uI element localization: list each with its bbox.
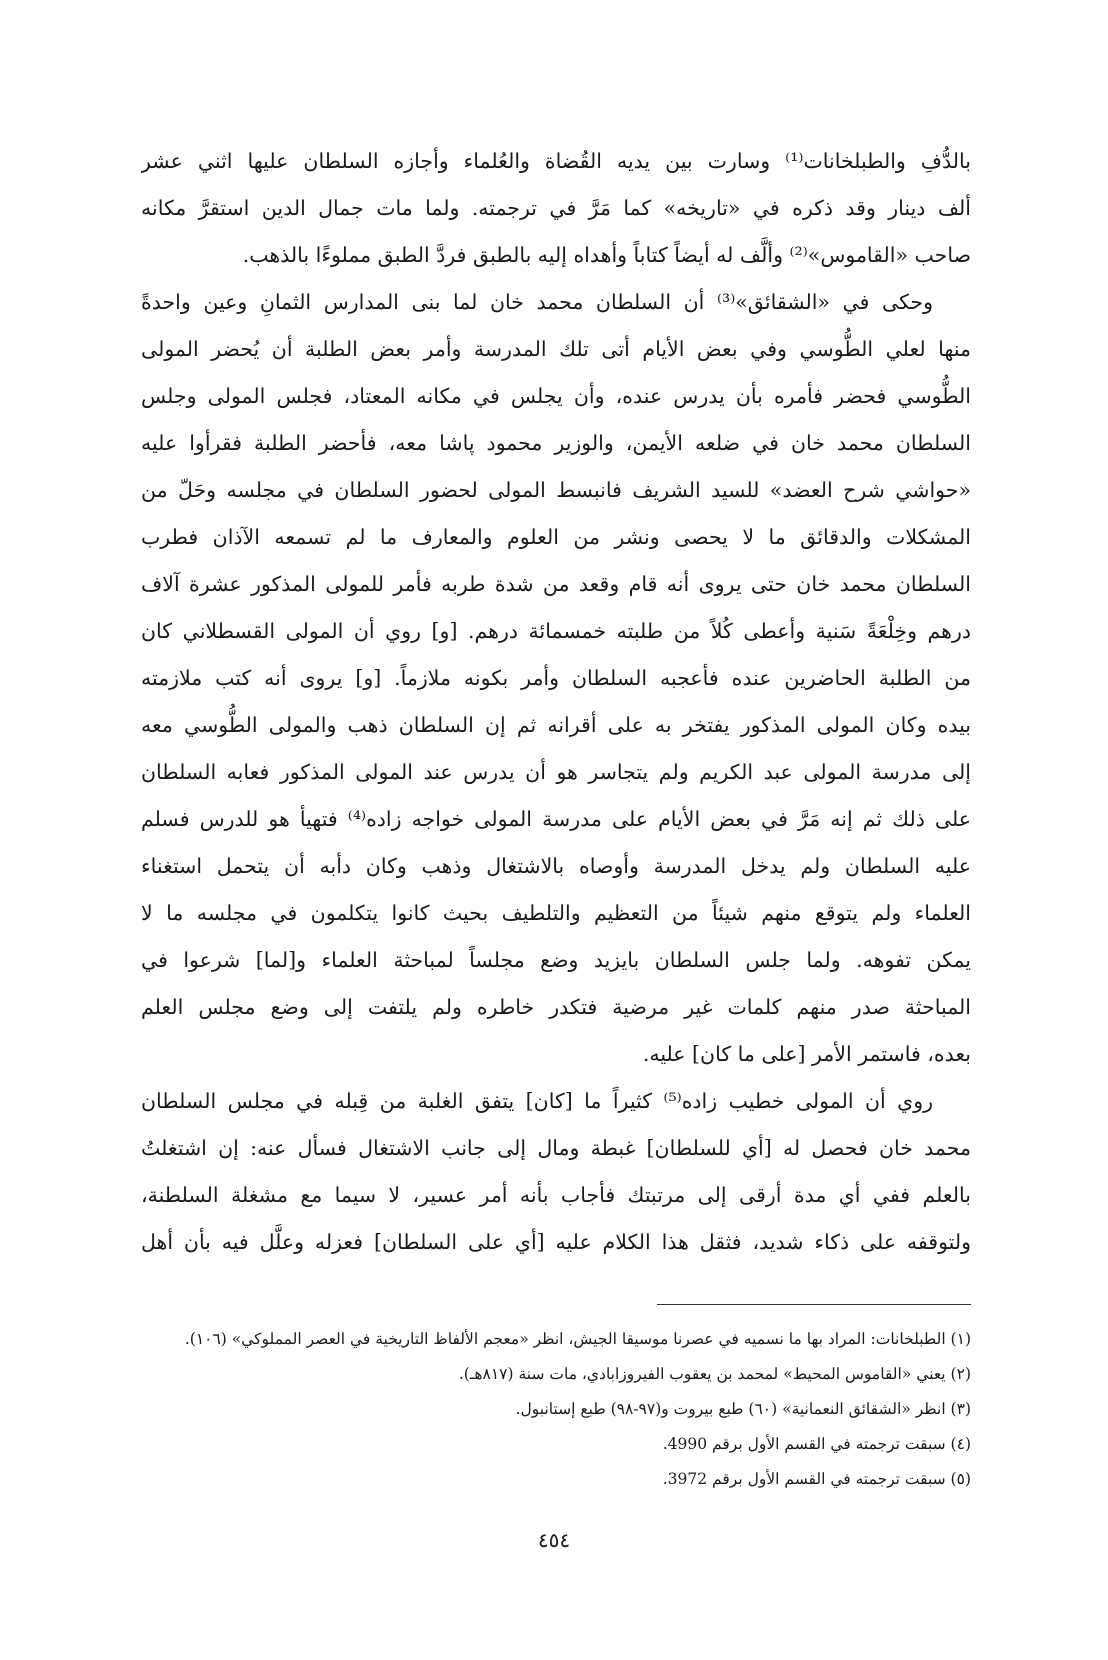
text-line: الطُّوسي فحضر فأمره بأن يدرس عنده، وأن يجلس في مكانه المعتاد، فجلس المولى وجلس (141, 384, 971, 408)
text-line: ألف دينار وقد ذكره في «تاريخه» كما مَرَّ في ترجمته. ولما مات جمال الدين استقرَّ مكانه (141, 196, 971, 220)
text-line: على ذلك ثم إنه مَرَّ في بعض الأيام على مدرسة المولى خواجه زاده⁽⁴⁾ فتهيأ هو للدرس فسلم (141, 807, 971, 831)
text-line: وحكى في «الشقائق»⁽³⁾ أن السلطان محمد خان لما بنى المدارس الثمانِ وعين واحدةً (141, 290, 933, 314)
text-line: بالدُّفِ والطبلخانات⁽¹⁾ وسارت بين يديه القُضاة والعُلماء وأجازه السلطان عليها اثني عشر (141, 149, 971, 173)
text-line: بعده، فاستمر الأمر [على ما كان] عليه. (642, 1042, 971, 1066)
text-line: «حواشي شرح العضد» للسيد الشريف فانبسط المولى لحضور السلطان في مجلسه وحَلّ من (141, 478, 971, 502)
text-line: صاحب «القاموس»⁽²⁾ وألَّف له أيضاً كتاباً وأهداه إليه بالطبق فردَّ الطبق مملوءًا بالذهب. (242, 243, 971, 267)
text-line: بالعلم ففي أي مدة أرقى إلى مرتبتك فأجاب بأنه أمر عسير، لا سيما مع مشغلة السلطنة، (141, 1183, 971, 1207)
text-line: بيده وكان المولى المذكور يفتخر به على أقرانه ثم إن السلطان ذهب والمولى الطُّوسي معه (141, 713, 971, 737)
footnote: (٢) يعني «القاموس المحيط» لمحمد بن يعقوب الفيروزابادي، مات سنة (٨١٧هـ). (458, 1365, 971, 1383)
text-line: محمد خان فحصل له [أي للسلطان] غبطة ومال إلى جانب الاشتغال فسأل عنه: إن اشتغلتُ (141, 1136, 971, 1160)
text-line: من الطلبة الحاضرين عنده فأعجبه السلطان وأمر بكونه ملازماً. [و] يروى أنه كتب ملازمته (141, 666, 971, 690)
text-line: درهم وخِلْعَةً سَنية وأعطى كُلاً من طلبته خمسمائة درهم. [و] روي أن المولى القسطلاني كان (141, 619, 971, 643)
text-line: السلطان محمد خان في ضلعه الأيمن، والوزير محمود پاشا معه، فأحضر الطلبة فقرأوا عليه (141, 431, 971, 455)
text-line: المباحثة صدر منهم كلمات غير مرضية فتكدر خاطره ولم يلتفت إلى وضع مجلس العلم (141, 995, 971, 1019)
text-line: المشكلات والدقائق ما لا يحصى ونشر من العلوم والمعارف ما لم تسمعه الآذان فطرب (141, 525, 971, 549)
text-line: إلى مدرسة المولى عبد الكريم ولم يتجاسر هو أن يدرس عند المولى المذكور فعابه السلطان (141, 760, 971, 784)
text-line: منها لعلي الطُّوسي وفي بعض الأيام أتى تلك المدرسة وأمر بعض الطلبة أن يُحضر المولى (141, 337, 971, 361)
text-line: السلطان محمد خان حتى يروى أنه قام وقعد من شدة طربه فأمر للمولى المذكور عشرة آلاف (141, 572, 971, 596)
footnote-divider (657, 1304, 971, 1305)
text-line: العلماء ولم يتوقع منهم شيئاً من التعظيم والتلطيف بحيث كانوا يتكلمون في مجلسه ما لا (141, 901, 971, 925)
text-line: يمكن تفوهه. ولما جلس السلطان بايزيد وضع مجلساً لمباحثة العلماء و[لما] شرعوا في (141, 948, 971, 972)
footnote: (٤) سبقت ترجمته في القسم الأول برقم 4990. (662, 1435, 971, 1453)
footnote: (١) الطبلخانات: المراد بها ما نسميه في عصرنا موسيقا الجيش، انظر «معجم الألفاظ التاريخية في العصر المملوكي» (١٠٦). (184, 1330, 971, 1348)
footnote: (٥) سبقت ترجمته في القسم الأول برقم 3972. (662, 1470, 971, 1488)
text-line: عليه السلطان ولم يدخل المدرسة وأوصاه بالاشتغال وذهب وكان دأبه أن يتحمل استغناء (141, 854, 971, 878)
footnote: (٣) انظر «الشقائق النعمانية» (٦٠) طبع بيروت و(٩٧-٩٨) طبع إستانبول. (515, 1400, 971, 1418)
main-text (141, 138, 971, 1266)
text-line: ولتوقفه على ذكاء شديد، فثقل هذا الكلام عليه [أي على السلطان] فعزله وعلَّل فيه بأن أهل (141, 1230, 971, 1254)
page-number: ٤٥٤ (537, 1528, 571, 1552)
footnotes (141, 1322, 971, 1497)
text-line: روي أن المولى خطيب زاده⁽⁵⁾ كثيراً ما [كان] يتفق الغلبة من قِبله في مجلس السلطان (141, 1089, 933, 1113)
